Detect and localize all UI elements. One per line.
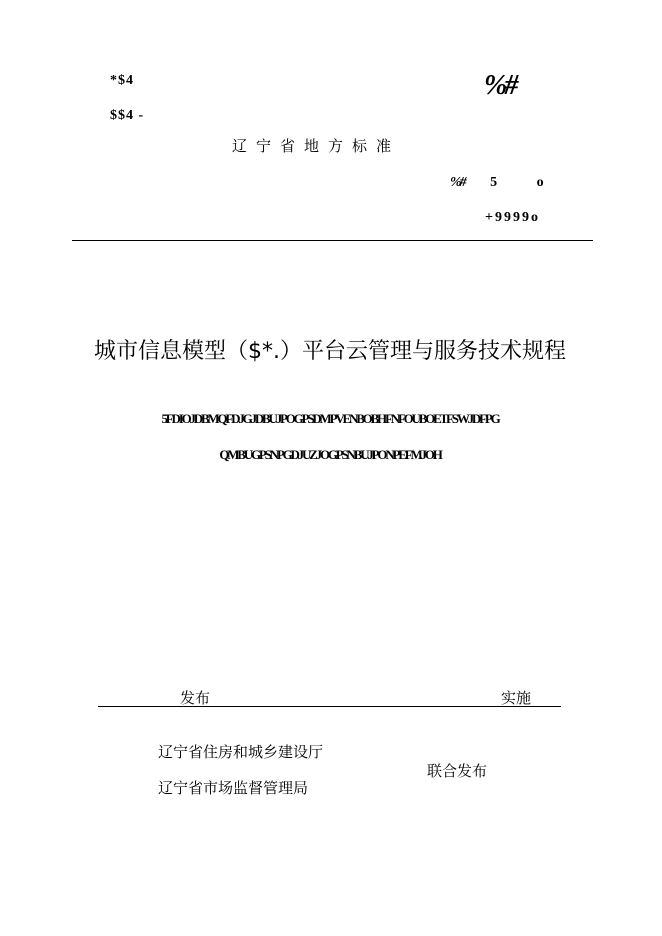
standard-title: 辽宁省地方标准: [232, 137, 401, 155]
joint-publish-label: 联合发布: [427, 762, 488, 780]
implement-label: 实施: [501, 689, 532, 707]
english-title-line-1: 5FDIOJDBMQFDJGJDBUJPOGPSDMPVENBOBHFNFOUBOETFSWJDFPG: [161, 411, 499, 426]
standard-number-prefix: %#: [450, 175, 465, 190]
standard-number: [450, 175, 544, 191]
replace-number: +9999o: [485, 210, 540, 225]
ics-code: *$4: [110, 73, 134, 88]
db-mark: %#: [484, 70, 516, 101]
standard-number-year: o: [536, 175, 544, 190]
english-title-line-2: QMBUGPSNPGDJUZJOGPSNBUJPONPEFMJOH: [219, 447, 441, 462]
publish-label: 发布: [180, 689, 211, 707]
ccs-code: $$4 -: [110, 108, 145, 123]
page-title: 城市信息模型（$*.）平台云管理与服务技术规程: [94, 339, 566, 364]
header-divider: [72, 240, 593, 241]
issuer-market-regulation: 辽宁省市场监督管理局: [158, 779, 309, 797]
footer-divider: [98, 706, 561, 707]
standard-number-value: 5: [490, 175, 498, 190]
issuer-housing-department: 辽宁省住房和城乡建设厅: [158, 743, 324, 761]
